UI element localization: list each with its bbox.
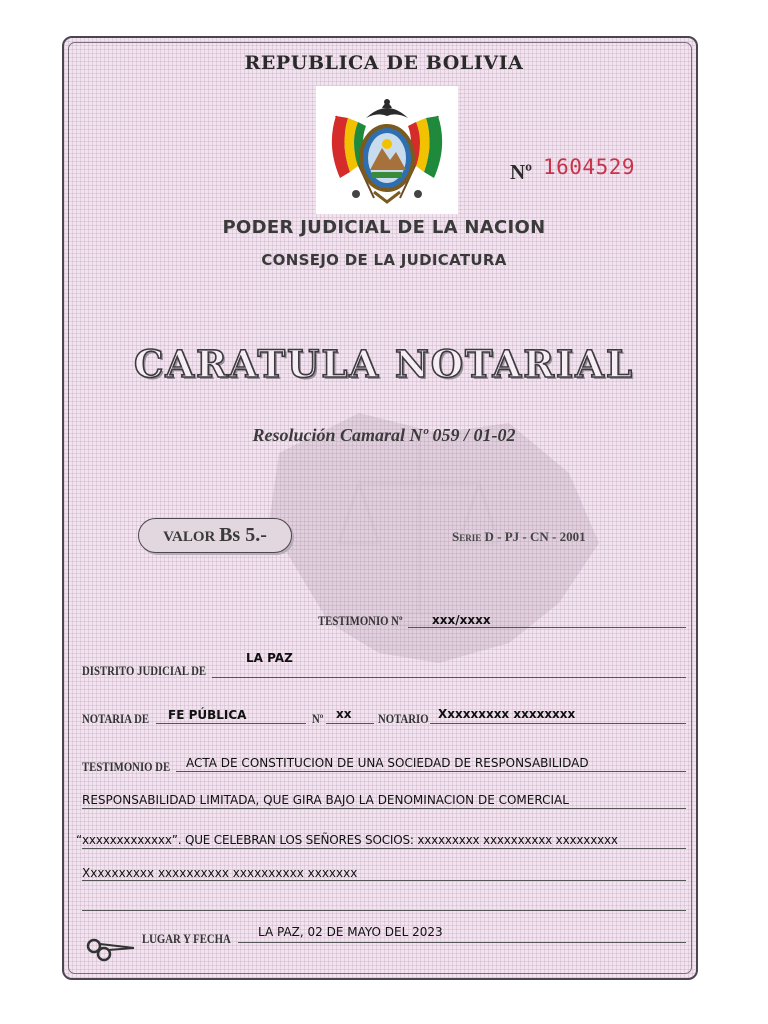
- document-title: CARATULA NOTARIAL: [133, 342, 635, 386]
- notaria-line: [156, 723, 306, 724]
- lugar-fecha-value[interactable]: LA PAZ, 02 DE MAYO DEL 2023: [258, 925, 443, 939]
- coat-of-arms-panel: [316, 86, 458, 214]
- distrito-label: DISTRITO JUDICIAL DE: [82, 664, 207, 678]
- serial-prefix: Nº: [510, 160, 533, 184]
- valor-amount: Bs 5.-: [219, 524, 267, 546]
- testimonio-de-text-4[interactable]: Xxxxxxxxxx xxxxxxxxxx xxxxxxxxxx xxxxxxx: [82, 866, 358, 880]
- testimonio-de-line-3: [82, 848, 686, 849]
- testimonio-de-text-3[interactable]: “xxxxxxxxxxxxx”. QUE CELEBRAN LOS SEÑORES SOCIOS: xxxxxxxxx xxxxxxxxxx xxxxxxxxx: [76, 833, 618, 847]
- testimonio-no-line: [408, 627, 686, 628]
- testimonio-de-text-1[interactable]: ACTA DE CONSTITUCION DE UNA SOCIEDAD DE RESPONSABILIDAD: [186, 756, 589, 770]
- testimonio-de-line-1: [176, 771, 686, 772]
- valor-badge: [138, 518, 292, 553]
- notaria-label: NOTARIA DE: [82, 712, 149, 726]
- institution-heading: PODER JUDICIAL DE LA NACION: [222, 217, 546, 238]
- testimonio-de-line-2: [82, 808, 686, 809]
- distrito-line: [212, 677, 686, 678]
- notario-line: [430, 723, 686, 724]
- serial-number: 1604529: [543, 155, 636, 179]
- testimonio-de-line-5: [82, 910, 686, 911]
- notaria-value[interactable]: FE PÚBLICA: [168, 708, 247, 722]
- numero-value[interactable]: xx: [336, 707, 352, 721]
- distrito-value[interactable]: LA PAZ: [246, 651, 293, 665]
- serie-code: Serie D - PJ - CN - 2001: [452, 529, 586, 544]
- testimonio-de-label: TESTIMONIO DE: [82, 760, 171, 774]
- numero-line: [326, 723, 374, 724]
- lugar-fecha-line: [238, 942, 686, 943]
- lugar-fecha-label: LUGAR Y FECHA: [142, 932, 231, 946]
- republic-heading: REPUBLICA DE BOLIVIA: [244, 52, 524, 74]
- council-heading: CONSEJO DE LA JUDICATURA: [261, 251, 507, 269]
- valor-label: VALOR: [163, 529, 220, 545]
- numero-label: Nº: [312, 712, 324, 726]
- testimonio-no-value[interactable]: xxx/xxxx: [432, 613, 491, 627]
- testimonio-no-label: TESTIMONIO Nº: [318, 614, 403, 628]
- testimonio-de-text-2[interactable]: RESPONSABILIDAD LIMITADA, QUE GIRA BAJO LA DENOMINACION DE COMERCIAL: [82, 793, 569, 807]
- testimonio-de-line-4: [82, 880, 686, 881]
- notario-label: NOTARIO: [378, 712, 429, 726]
- scissors-icon: [84, 934, 140, 964]
- bolivia-coat-of-arms-icon: [316, 86, 458, 214]
- notario-value[interactable]: Xxxxxxxxx xxxxxxxx: [438, 707, 576, 721]
- resolution-line: Resolución Camaral Nº 059 / 01-02: [252, 425, 516, 445]
